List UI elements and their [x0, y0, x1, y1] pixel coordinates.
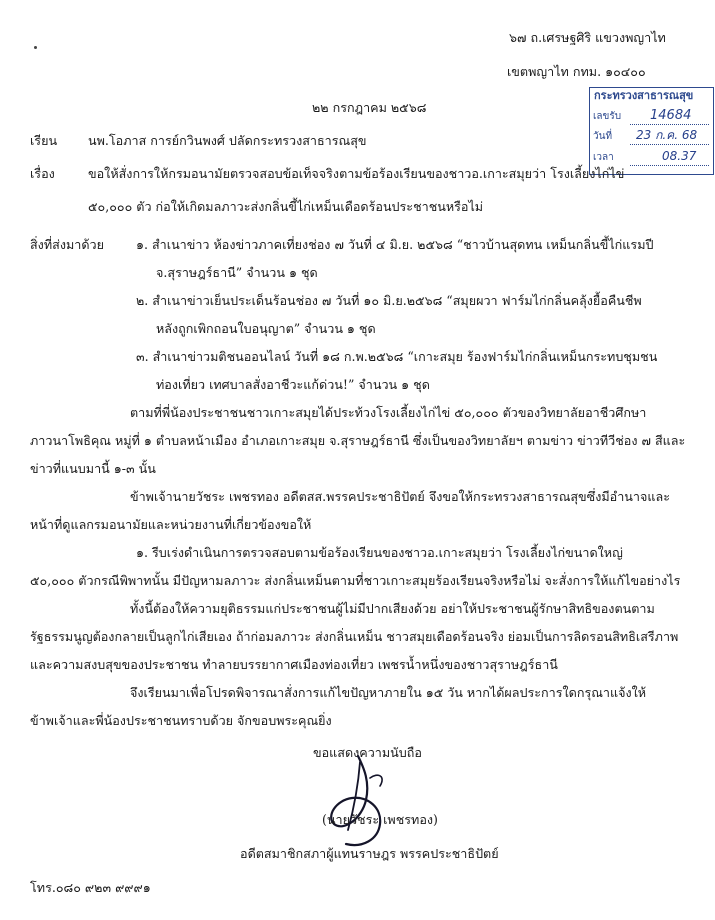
sender-address-line2: เขตพญาไท กทม. ๑๐๔๐๐	[507, 64, 646, 79]
signer-name: (นายวัชระ เพชรทอง)	[322, 812, 438, 827]
body-p3-line1: ๑. รีบเร่งดำเนินการตรวจสอบตามข้อร้องเรียนของชาวอ.เกาะสมุยว่า โรงเลี้ยงไก่ขนาดใหญ่	[136, 545, 623, 560]
enclosure-item-1-line2: จ.สุราษฎร์ธานี” จำนวน ๑ ชุด	[156, 265, 318, 280]
body-p4-line1: ทั้งนี้ต้องให้ความยุติธรรมแก่ประชาชนผู้ไม่มีปากเสียงด้วย อย่าให้ประชาชนผู้รักษาสิทธิของตนตาม	[130, 601, 655, 616]
enclosure-item-3-line2: ท่องเที่ยว เทศบาลสั่งอาชีวะแก้ด่วน!” จำนวน ๑ ชุด	[156, 377, 430, 392]
sender-address-line1: ๖๗ ถ.เศรษฐศิริ แขวงพญาไท	[509, 30, 666, 45]
body-p2-line2: หน้าที่ดูแลกรมอนามัยและหน่วยงานที่เกี่ยวข้องขอให้	[30, 517, 312, 532]
signer-title: อดีตสมาชิกสภาผู้แทนราษฎร พรรคประชาธิปัตย์	[240, 846, 499, 861]
enclosure-item-2-line1: ๒. สำเนาข่าวเย็นประเด็นร้อนช่อง ๗ วันที่ ๑๐ มิ.ย.๒๕๖๘ “สมุยผวา ฟาร์มไก่กลิ่นคลุ้งยื้อคืนชีพ	[136, 293, 642, 308]
to-label: เรียน	[30, 133, 58, 148]
body-p5-line1: จึงเรียนมาเพื่อโปรดพิจารณาสั่งการแก้ไขปัญหาภายใน ๑๕ วัน หากได้ผลประการใดกรุณาแจ้งให้	[130, 685, 647, 700]
closing-salutation: ขอแสดงความนับถือ	[313, 745, 422, 760]
enclosure-item-3-line1: ๓. สำเนาข่าวมติชนออนไลน์ วันที่ ๑๘ ก.พ.๒๕๖๘ “เกาะสมุย ร้องฟาร์มไก่กลิ่นเหม็นกระทบชุมชน	[136, 349, 658, 364]
body-p1-line2: ภาวนาโพธิคุณ หมู่ที่ ๑ ตำบลหน้าเมือง อำเภอเกาะสมุย จ.สุราษฎร์ธานี ซึ่งเป็นของวิทยาลัยฯ ตามข่าว ข่าวทีวีช่อง ๗ สีและ	[30, 433, 686, 448]
enclosure-item-1-line1: ๑. สำเนาข่าว ห้องข่าวภาคเที่ยงช่อง ๗ วันที่ ๔ มิ.ย. ๒๕๖๘ “ชาวบ้านสุดทน เหม็นกลิ่นขี้ไก่แรมปี	[136, 237, 654, 252]
body-p3-line2: ๕๐,๐๐๐ ตัวกรณีพิพาทนั้น มีปัญหามลภาวะ ส่งกลิ่นเหม็นตามที่ชาวเกาะสมุยร้องเรียนจริงหรือไม่ จะสั่งการให้แก้ไขอย่างไร	[30, 573, 681, 588]
body-p4-line3: และความสงบสุขของประชาชน ทำลายบรรยากาศเมืองท่องเที่ยว เพชรน้ำหนึ่งของชาวสุราษฎร์ธานี	[30, 657, 558, 672]
body-p4-line2: รัฐธรรมนูญต้องกลายเป็นลูกไก่เสียเอง ถ้าก่อมลภาวะ ส่งกลิ่นเหม็น ชาวสมุยเดือดร้อนจริง ย่อมเป็นการลิดรอนสิทธิเสรีภาพ	[30, 629, 679, 644]
stamp-date-label: วันที่	[593, 131, 613, 142]
body-p1-line3: ข่าวที่แนบมานี้ ๑-๓ นั้น	[30, 461, 156, 476]
subject-line2: ๕๐,๐๐๐ ตัว ก่อให้เกิดมลภาวะส่งกลิ่นขี้ไก่เหม็นเดือดร้อนประชาชนหรือไม่	[88, 199, 484, 214]
subject-label: เรื่อง	[30, 166, 55, 181]
stamp-title: กระทรวงสาธารณสุข	[594, 89, 694, 102]
stamp-time-line	[630, 165, 709, 166]
stamp-reg-label: เลขรับ	[593, 111, 622, 122]
page-mark	[34, 46, 37, 49]
letter-date: ๒๒ กรกฎาคม ๒๕๖๘	[312, 100, 427, 115]
stamp-date-line	[630, 144, 709, 145]
stamp-time-value: 08.37	[662, 149, 697, 163]
body-p2-line1: ข้าพเจ้านายวัชระ เพชรทอง อดีตสส.พรรคประชาธิปัตย์ จึงขอให้กระทรวงสาธารณสุขซึ่งมีอำนาจและ	[130, 489, 670, 504]
subject-line1: ขอให้สั่งการให้กรมอนามัยตรวจสอบข้อเท็จจริงตามข้อร้องเรียนของชาวอ.เกาะสมุยว่า โรงเลี้ยงไก่ไข่	[88, 166, 625, 181]
to-text: นพ.โอภาส การย์กวินพงศ์ ปลัดกระทรวงสาธารณสุข	[88, 133, 367, 148]
enclosures-label: สิ่งที่ส่งมาด้วย	[30, 237, 104, 252]
phone-number: โทร.๐๘๐ ๙๒๓ ๙๙๙๑	[30, 880, 151, 895]
body-p5-line2: ข้าพเจ้าและพี่น้องประชาชนทราบด้วย จักขอบพระคุณยิ่ง	[30, 713, 332, 728]
stamp-date-value: 23 ก.ค. 68	[636, 128, 698, 142]
stamp-reg-value: 14684	[650, 108, 692, 123]
body-p1-line1: ตามที่พี่น้องประชาชนชาวเกาะสมุยได้ประท้วงโรงเลี้ยงไก่ไข่ ๕๐,๐๐๐ ตัวของวิทยาลัยอาชีวศึกษา	[130, 405, 647, 420]
signature-image	[300, 748, 410, 858]
enclosure-item-2-line2: หลังถูกเพิกถอนใบอนุญาต” จำนวน ๑ ชุด	[156, 321, 376, 336]
stamp-time-label: เวลา	[593, 152, 614, 163]
receipt-stamp	[589, 87, 714, 175]
